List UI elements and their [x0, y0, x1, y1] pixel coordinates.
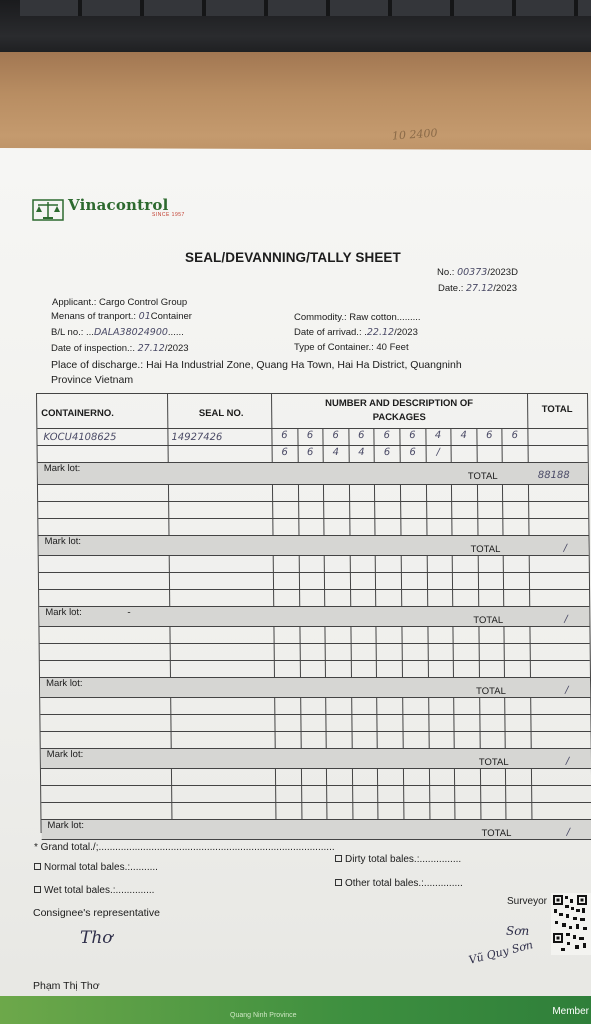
package-count: 6 [409, 430, 416, 441]
package-column-divider [425, 428, 430, 834]
document-title: SEAL/DEVANNING/TALLY SHEET [185, 250, 401, 265]
package-count: 6 [306, 447, 314, 458]
package-column-divider [348, 428, 353, 834]
header-divider [37, 428, 587, 429]
brand-since: SINCE 1957 [152, 212, 185, 218]
member-label: Member [552, 1006, 589, 1017]
row-divider [41, 785, 591, 786]
header-packages: NUMBER AND DESCRIPTION OF PACKAGES [325, 398, 474, 423]
header-total: TOTAL [541, 404, 573, 415]
row-divider [38, 501, 588, 502]
mark-lot-band [39, 607, 589, 626]
package-column-divider [297, 428, 302, 834]
transport-means: Menans of tranport.: 01Container [51, 311, 192, 322]
total-label: TOTAL [467, 471, 498, 482]
commodity: Commodity.: Raw cotton......... [294, 312, 421, 323]
package-column-divider [502, 428, 507, 834]
package-count: 4 [358, 447, 365, 458]
mark-lot-dash: - [127, 607, 131, 618]
applicant: Applicant.: Cargo Control Group [52, 297, 188, 308]
row-divider [40, 643, 590, 644]
vinacontrol-logo [32, 196, 185, 222]
wet-total-bales: Wet total bales.:.............. [34, 885, 154, 896]
row-divider [39, 572, 589, 573]
package-count: 6 [357, 430, 365, 441]
package-count: 6 [281, 447, 288, 458]
package-count: / [436, 447, 440, 458]
consignee-signature: Thơ [80, 928, 113, 948]
discharge-place-line1: Place of discharge.: Hai Ha Industrial Zone, Quang Ha Town, Hai Ha District, Quangninh [51, 359, 462, 371]
normal-checkbox[interactable] [34, 863, 41, 870]
desk-writing: 10 2400 [391, 126, 438, 143]
footer-strip-text: Quang Ninh Province [230, 1012, 297, 1019]
section-total-value: / [566, 827, 571, 838]
header-container-no: CONTAINERNO. [41, 408, 114, 419]
section-divider [39, 626, 589, 627]
section-total-value: 88188 [537, 470, 570, 481]
scales-icon [32, 196, 64, 222]
section-total-value: / [564, 614, 568, 625]
normal-total-bales: Normal total bales.:.......... [34, 862, 158, 873]
total-label: TOTAL [470, 544, 501, 555]
brand-name: Vinacontrol [68, 196, 169, 214]
section-total-value: / [565, 756, 570, 767]
package-count: 6 [383, 430, 391, 441]
keyboard-background [0, 0, 591, 52]
mark-lot-band [38, 463, 588, 484]
total-label: TOTAL [476, 686, 506, 697]
document-date: Date.: 27.12/2023 [438, 283, 517, 294]
mark-lot-band [38, 536, 588, 555]
package-count: 6 [306, 430, 314, 441]
package-column-divider [451, 428, 456, 834]
package-column-divider [374, 428, 379, 834]
mark-lot-label: Mark lot: [45, 607, 82, 618]
package-column-divider [476, 428, 481, 834]
tally-table [36, 393, 591, 839]
section-divider [40, 697, 590, 698]
section-divider [38, 484, 588, 485]
consignee-representative: Consignee's representative [33, 907, 160, 919]
package-column-divider [323, 428, 328, 834]
package-count: 4 [434, 430, 442, 441]
container-type: Type of Container.: 40 Feet [294, 342, 409, 353]
row-divider [41, 802, 591, 803]
total-label: TOTAL [481, 828, 512, 839]
other-total-bales: Other total bales.:.............. [335, 878, 463, 889]
total-label: TOTAL [473, 615, 504, 626]
arrival-date: Date of arrivad.: .22.12/2023 [294, 327, 418, 338]
mark-lot-label: Mark lot: [47, 820, 85, 831]
document-number: No.: 00373/2023D [437, 267, 518, 278]
row-divider [38, 445, 588, 446]
signatory-name: Phạm Thị Thơ [33, 980, 100, 992]
row-divider [41, 731, 591, 732]
total-label: TOTAL [478, 757, 509, 768]
package-count: 6 [409, 447, 416, 458]
package-count: 4 [460, 430, 467, 441]
package-count: 6 [485, 430, 493, 441]
mark-lot-label: Mark lot: [46, 749, 84, 760]
section-divider [41, 768, 591, 769]
discharge-place-line2: Province Vietnam [51, 374, 134, 386]
dirty-total-bales: Dirty total bales.:............... [335, 854, 461, 865]
mark-lot-label: Mark lot: [45, 678, 83, 689]
mark-lot-band [40, 678, 590, 697]
mark-lot-label: Mark lot: [43, 463, 81, 474]
qr-code [551, 893, 591, 955]
container-number-value: KOCU4108625 [43, 432, 117, 443]
package-count: 4 [332, 447, 340, 458]
wet-checkbox[interactable] [34, 886, 41, 893]
bl-number: B/L no.: ...DALA38024900...... [51, 327, 184, 338]
row-divider [40, 660, 590, 661]
seal-number-value: 14927426 [171, 432, 223, 443]
surveyor-signature-bottom: Vũ Quy Sơn [467, 938, 535, 967]
footer-band [0, 996, 591, 1024]
header-seal-no: SEAL NO. [198, 408, 244, 419]
section-total-value: / [565, 685, 569, 696]
package-column-divider [399, 428, 404, 834]
section-total-value: / [563, 543, 568, 554]
surveyor-label: Surveyor [507, 896, 548, 907]
dirty-checkbox[interactable] [335, 855, 342, 862]
section-divider [39, 555, 589, 556]
section-divider [42, 839, 591, 840]
package-count: 6 [281, 430, 288, 441]
row-divider [40, 714, 590, 715]
inspection-date: Date of inspection.:. 27.12/2023 [51, 343, 189, 354]
grand-total: * Grand total./;..................................................................................... [34, 842, 335, 853]
mark-lot-label: Mark lot: [44, 536, 82, 547]
other-checkbox[interactable] [335, 879, 342, 886]
package-count: 6 [383, 447, 391, 458]
surveyor-signature-top: Sơn [506, 924, 530, 938]
package-count: 6 [511, 430, 519, 441]
row-divider [39, 589, 589, 590]
package-count: 6 [332, 430, 339, 441]
row-divider [38, 518, 588, 519]
